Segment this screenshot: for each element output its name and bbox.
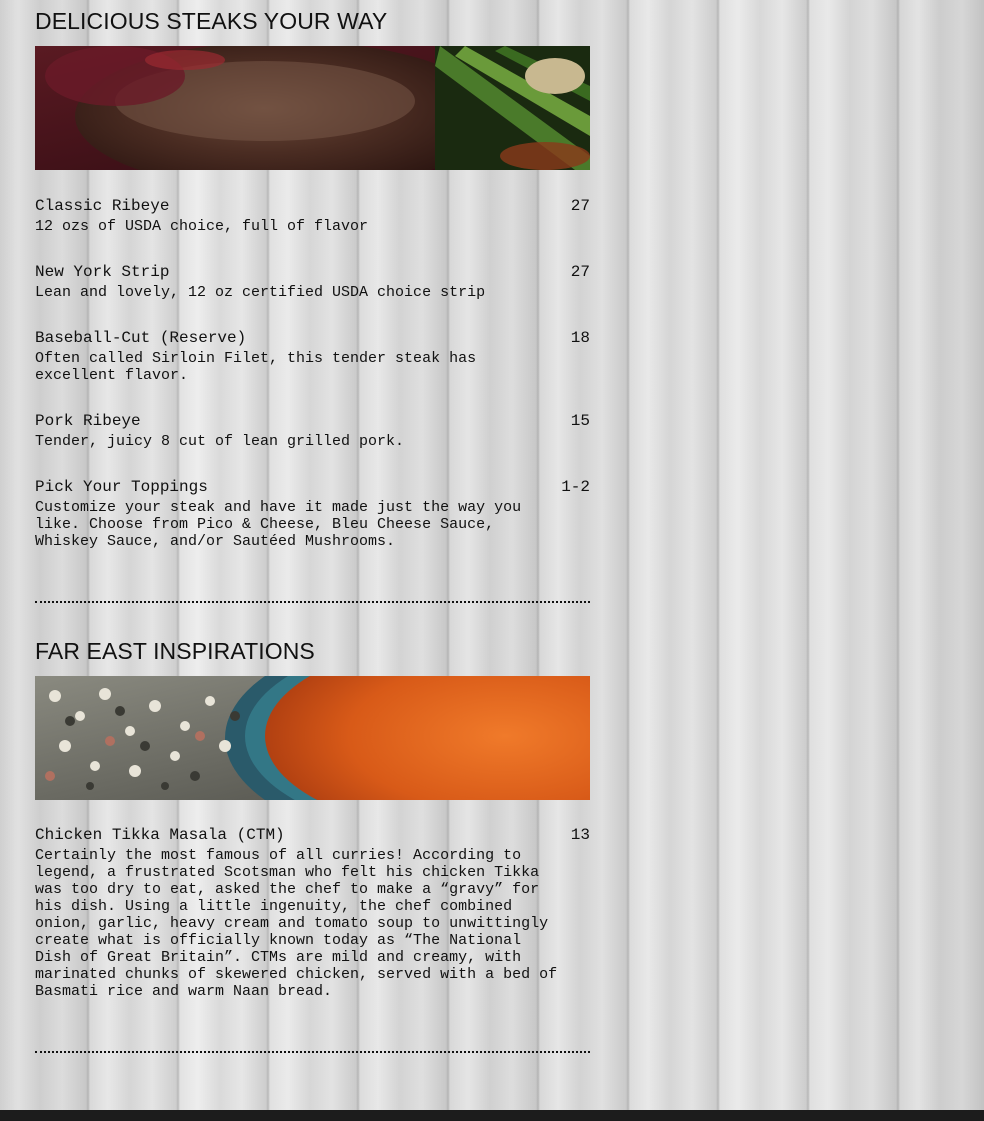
- item-price: 27: [570, 263, 590, 281]
- page-bottom-bar: [0, 1110, 984, 1121]
- menu-item: [35, 478, 590, 550]
- item-name: Pork Ribeye: [35, 412, 141, 430]
- menu-item: [35, 263, 590, 301]
- section-divider: [35, 601, 590, 603]
- section-title: FAR EAST INSPIRATIONS: [35, 638, 315, 664]
- spices-image: [35, 676, 590, 800]
- item-name: Baseball-Cut (Reserve): [35, 329, 247, 347]
- item-price: 13: [570, 826, 590, 844]
- menu-item: [35, 412, 590, 450]
- item-name: Classic Ribeye: [35, 197, 170, 215]
- item-name: Chicken Tikka Masala (CTM): [35, 826, 285, 844]
- item-price: 18: [570, 329, 590, 347]
- item-description: 12 ozs of USDA choice, full of flavor: [35, 218, 369, 235]
- item-name: New York Strip: [35, 263, 170, 281]
- item-price: 15: [570, 412, 590, 430]
- menu-item: [35, 826, 590, 1000]
- item-description: Tender, juicy 8 cut of lean grilled pork.: [35, 433, 405, 450]
- item-description: Certainly the most famous of all curries! According to legend, a frustrated Scotsman who felt his chicken Tikka was too dry to eat, asked the chef to make a “gravy” for his dish. Using a little ingenuity, the chef combined onion, garlic, heavy cream and tomato soup to unwittingly create what is officially known today as “The National Dish of Great Britain”. CTMs are mild and creamy, with marinated chunks of skewered chicken, served with a bed of Basmati rice and warm Naan bread.: [35, 847, 558, 1000]
- item-description: Often called Sirloin Filet, this tender steak has excellent flavor.: [35, 350, 477, 384]
- section-title: DELICIOUS STEAKS YOUR WAY: [35, 8, 388, 34]
- item-description: Lean and lovely, 12 oz certified USDA choice strip: [35, 284, 486, 301]
- item-name: Pick Your Toppings: [35, 478, 208, 496]
- menu-section-steaks: [35, 8, 590, 550]
- item-description: Customize your steak and have it made just the way you like. Choose from Pico & Cheese, Bleu Cheese Sauce, Whiskey Sauce, and/or Sautéed Mushrooms.: [35, 499, 522, 550]
- item-price: 27: [570, 197, 590, 215]
- menu-item: [35, 197, 590, 235]
- item-price: 1-2: [561, 478, 590, 496]
- steak-image: [35, 46, 590, 170]
- section-divider: [35, 1051, 590, 1053]
- menu-section-far-east: [35, 638, 590, 1000]
- menu-item: [35, 329, 590, 384]
